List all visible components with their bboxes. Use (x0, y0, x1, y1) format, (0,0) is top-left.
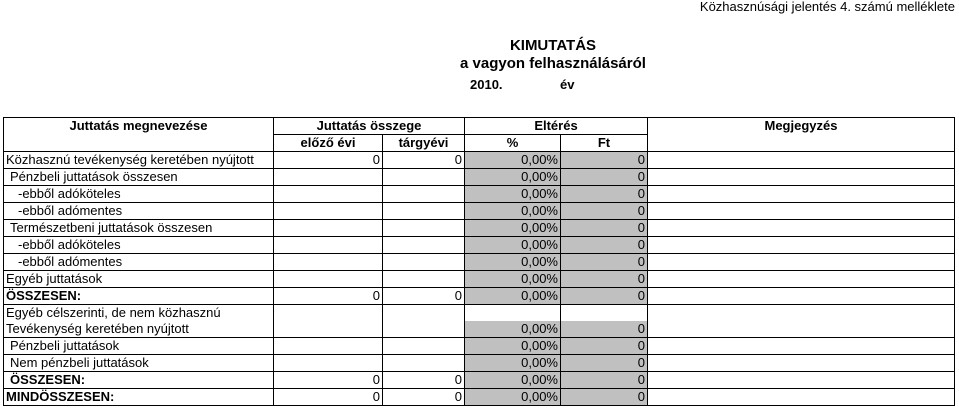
table-row (4, 305, 955, 322)
row-diff-pct: 0,00% (465, 152, 561, 169)
row-diff-ft: 0 (561, 152, 648, 169)
row-diff-pct: 0,00% (465, 254, 561, 271)
row-note (648, 220, 955, 237)
table-row (4, 203, 955, 220)
row-diff-ft: 0 (561, 372, 648, 389)
header-note: Megjegyzés (648, 118, 955, 135)
row-prev-amount (274, 186, 383, 203)
row-note (648, 237, 955, 254)
row-note (648, 288, 955, 305)
row-curr-amount (383, 203, 465, 220)
row-diff-ft: 0 (561, 220, 648, 237)
row-prev-amount: 0 (274, 152, 383, 169)
row-prev-amount (274, 271, 383, 288)
row-diff-ft: 0 (561, 203, 648, 220)
table-row (4, 220, 955, 237)
row-diff-ft: 0 (561, 254, 648, 271)
row-curr-amount (383, 355, 465, 372)
row-name: MINDÖSSZESEN: (4, 389, 274, 406)
row-name: Nem pénzbeli juttatások (4, 355, 274, 372)
table-row (4, 271, 955, 288)
table-row (4, 186, 955, 203)
row-diff-ft: 0 (561, 169, 648, 186)
row-name: Pénzbeli juttatások összesen (4, 169, 274, 186)
row-prev-amount (274, 203, 383, 220)
row-prev-amount (274, 220, 383, 237)
row-diff-pct: 0,00% (465, 338, 561, 355)
row-name: -ebből adóköteles (4, 237, 274, 254)
row-note (648, 372, 955, 389)
table-row (4, 288, 955, 305)
row-name: -ebből adóköteles (4, 186, 274, 203)
row-note (648, 203, 955, 220)
row-diff-pct: 0,00% (465, 203, 561, 220)
row-diff-pct: 0,00% (465, 355, 561, 372)
subheader-note-cell (648, 135, 955, 152)
table-row (4, 355, 955, 372)
attachment-note: Közhasznúsági jelentés 4. számú melléklete (699, 0, 955, 14)
row-diff-pct: 0,00% (465, 372, 561, 389)
row-note (648, 152, 955, 169)
subheader-row (4, 135, 955, 152)
subheader-ft: Ft (561, 135, 648, 152)
report-year: 2010. (470, 77, 503, 92)
row-curr-amount (383, 254, 465, 271)
row-diff-ft: 0 (561, 389, 648, 406)
row-diff-pct: 0,00% (465, 321, 561, 338)
table-row (4, 321, 955, 338)
row-note (648, 305, 955, 322)
row-diff-pct: 0,00% (465, 271, 561, 288)
row-note (648, 169, 955, 186)
asset-usage-table (3, 117, 955, 406)
header-amount: Juttatás összege (274, 118, 465, 135)
row-diff-pct: 0,00% (465, 237, 561, 254)
row-curr-amount: 0 (383, 288, 465, 305)
row-diff-ft: 0 (561, 271, 648, 288)
header-difference: Eltérés (465, 118, 648, 135)
row-curr-amount: 0 (383, 372, 465, 389)
row-diff-ft: 0 (561, 288, 648, 305)
table-row (4, 338, 955, 355)
row-diff-pct (465, 305, 561, 322)
row-diff-pct: 0,00% (465, 186, 561, 203)
row-diff-pct: 0,00% (465, 389, 561, 406)
table-row (4, 389, 955, 406)
row-diff-pct: 0,00% (465, 288, 561, 305)
row-curr-amount (383, 237, 465, 254)
subheader-name-cell (4, 135, 274, 152)
table-row (4, 254, 955, 271)
table-row (4, 237, 955, 254)
report-title: KIMUTATÁS (509, 37, 597, 54)
row-diff-ft: 0 (561, 355, 648, 372)
row-note (648, 389, 955, 406)
report-subtitle: a vagyon felhasználásáról (460, 55, 646, 72)
report-year-suffix: év (560, 77, 575, 92)
subheader-prev: előző évi (274, 135, 383, 152)
row-prev-amount (274, 305, 383, 322)
row-curr-amount (383, 186, 465, 203)
row-diff-ft: 0 (561, 186, 648, 203)
row-note (648, 271, 955, 288)
header-row (4, 118, 955, 135)
header-name: Juttatás megnevezése (4, 118, 274, 135)
row-curr-amount (383, 338, 465, 355)
row-prev-amount (274, 355, 383, 372)
row-note (648, 355, 955, 372)
row-diff-ft: 0 (561, 321, 648, 338)
row-prev-amount (274, 254, 383, 271)
row-name: -ebből adómentes (4, 203, 274, 220)
row-name: Tevékenység keretében nyújtott (4, 321, 274, 338)
row-curr-amount: 0 (383, 152, 465, 169)
row-note (648, 338, 955, 355)
row-prev-amount: 0 (274, 389, 383, 406)
row-name: Egyéb juttatások (4, 271, 274, 288)
table-row (4, 372, 955, 389)
row-curr-amount (383, 271, 465, 288)
row-name: Pénzbeli juttatások (4, 338, 274, 355)
subheader-pct: % (465, 135, 561, 152)
row-prev-amount (274, 321, 383, 338)
row-note (648, 186, 955, 203)
row-name: Egyéb célszerinti, de nem közhasznú (4, 305, 274, 322)
row-name: -ebből adómentes (4, 254, 274, 271)
row-name: Természetbeni juttatások összesen (4, 220, 274, 237)
row-curr-amount (383, 305, 465, 322)
row-curr-amount (383, 321, 465, 338)
row-curr-amount (383, 169, 465, 186)
row-diff-pct: 0,00% (465, 169, 561, 186)
row-diff-ft: 0 (561, 237, 648, 254)
row-curr-amount: 0 (383, 389, 465, 406)
row-note (648, 321, 955, 338)
row-name: ÖSSZESEN: (4, 288, 274, 305)
row-diff-pct: 0,00% (465, 220, 561, 237)
row-prev-amount: 0 (274, 372, 383, 389)
table-row (4, 169, 955, 186)
row-curr-amount (383, 220, 465, 237)
row-prev-amount (274, 338, 383, 355)
row-name: ÖSSZESEN: (4, 372, 274, 389)
row-note (648, 254, 955, 271)
row-prev-amount (274, 237, 383, 254)
row-diff-ft: 0 (561, 338, 648, 355)
row-name: Közhasznú tevékenység keretében nyújtott (4, 152, 274, 169)
row-prev-amount: 0 (274, 288, 383, 305)
table-row (4, 152, 955, 169)
row-prev-amount (274, 169, 383, 186)
subheader-curr: tárgyévi (383, 135, 465, 152)
row-diff-ft (561, 305, 648, 322)
